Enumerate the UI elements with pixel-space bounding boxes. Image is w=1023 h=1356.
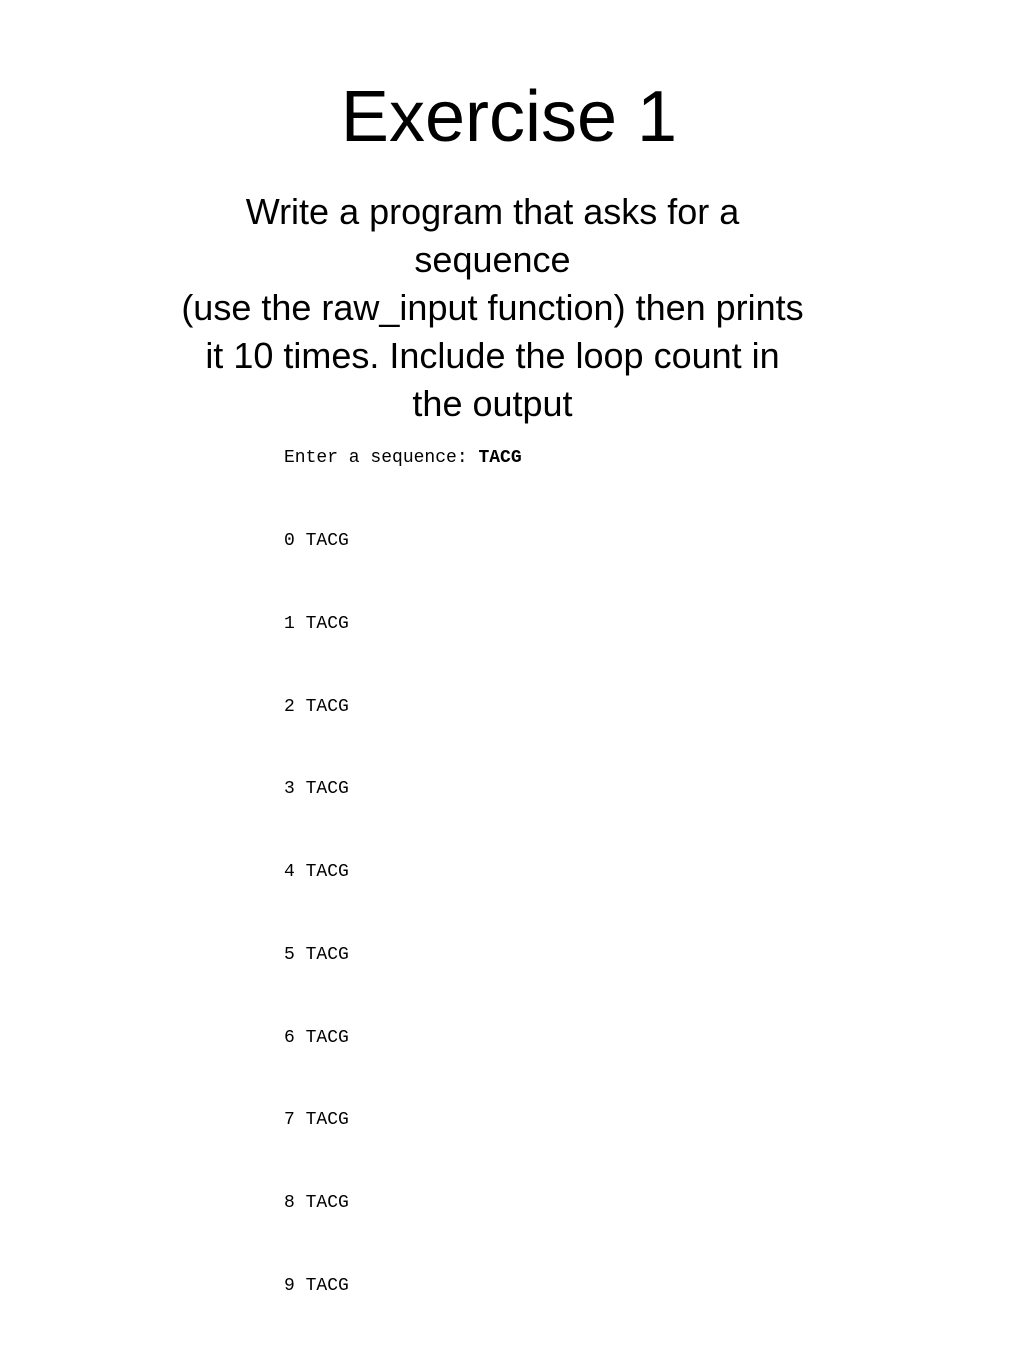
console-line: 7 TACG (284, 1110, 349, 1131)
instruction-line: (use the raw_input function) then prints (181, 287, 804, 328)
console-line: 2 TACG (284, 696, 349, 717)
console-user-input: TACG (478, 448, 522, 469)
instruction-line: Write a program that asks for a (245, 191, 740, 232)
console-line: 4 TACG (284, 862, 349, 883)
console-output (284, 390, 522, 1356)
exercise-instructions (120, 188, 865, 428)
console-line: 5 TACG (284, 944, 349, 965)
console-prompt: Enter a sequence: (284, 448, 479, 469)
console-line: 0 TACG (284, 530, 349, 551)
instruction-line: sequence (414, 239, 571, 280)
slide-title: Exercise 1 (340, 77, 678, 157)
instruction-line: it 10 times. Include the loop count in (205, 335, 780, 376)
console-line: 9 TACG (284, 1276, 349, 1296)
console-line: 8 TACG (284, 1193, 349, 1214)
instruction-line: the output (412, 383, 573, 424)
console-line: 6 TACG (284, 1027, 349, 1048)
console-line: 1 TACG (284, 613, 349, 634)
console-prompt-line (284, 445, 522, 473)
console-line: 3 TACG (284, 779, 349, 800)
